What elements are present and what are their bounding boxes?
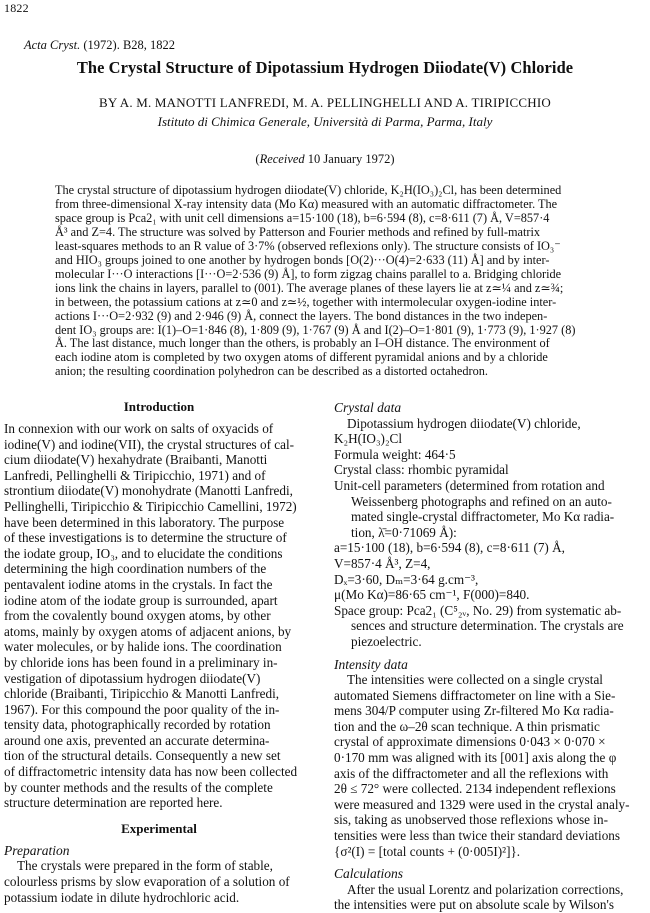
intensity-data-line: tensities were less than twice their standard deviations	[334, 828, 621, 844]
crystal-data-line: Formula weight: 464·5	[334, 446, 456, 462]
crystal-data-line: piezoelectric.	[351, 633, 422, 649]
introduction-line: determining the high coordination numbers of the	[4, 561, 267, 577]
introduction-line: chloride (Braibanti, Tiripicchio & Manotti Lanfredi,	[4, 686, 280, 702]
crystal-data-line: a=15·100 (18), b=6·594 (8), c=8·611 (7) Å,	[334, 540, 565, 556]
intensity-data-line: 2θ ≤ 72° were collected. 2134 independent reflexions	[334, 781, 616, 797]
experimental-heading: Experimental	[121, 820, 197, 836]
intensity-data-heading: Intensity data	[334, 656, 408, 672]
introduction-line: by chloride ions has been found in a preliminary in-	[4, 654, 278, 670]
crystal-data-line: Dipotassium hydrogen diiodate(V) chloride,	[347, 415, 581, 431]
author-list: BY A. M. MANOTTI LANFREDI, M. A. PELLINGHELLI AND A. TIRIPICCHIO	[99, 95, 551, 110]
crystal-data-line: tion, λ̄=0·71069 Å):	[351, 524, 457, 540]
abstract-line: and HIO₃ groups joined to one another by hydrogen bonds [O(2)···O(4)=2·633 (11) Å] and by inter-	[55, 252, 550, 267]
introduction-line: iodine atom of the iodate group is surrounded, apart	[4, 592, 278, 608]
calculations-line: the intensities were put on absolute scale by Wilson's	[334, 897, 614, 913]
abstract-line: ions link the chains in layers, parallel to (001). The average planes of these layers lie at z≃¼ and z≃¾;	[55, 280, 564, 295]
received-label: Received	[259, 152, 305, 166]
abstract	[55, 184, 609, 379]
preparation-heading: Preparation	[4, 842, 70, 858]
intensity-data-line: The intensities were collected on a single crystal	[347, 672, 603, 688]
abstract-line: from three-dimensional X-ray intensity data (Mo Kα) measured with an automatic diffractometer. The	[55, 196, 558, 211]
preparation-body	[4, 858, 314, 905]
intensity-data-line: automated Siemens diffractometer on line with a Sie-	[334, 687, 616, 703]
crystal-data-line: Crystal class: rhombic pyramidal	[334, 462, 509, 478]
crystal-data-line: sences and structure determination. The crystals are	[351, 618, 624, 634]
intensity-data-line: sis, taking as unobserved those reflexions whose in-	[334, 812, 608, 828]
journal-citation	[24, 38, 175, 53]
introduction-line: by counter methods and the results of the complete	[4, 779, 273, 795]
paper-title: The Crystal Structure of Dipotassium Hydrogen Diiodate(V) Chloride	[76, 58, 574, 77]
intensity-data-line: {σ²(I) = [total counts + (0·005I)²]}.	[334, 843, 521, 859]
introduction-line: around one axis, prevented an accurate determina-	[4, 732, 270, 748]
crystal-data-line: mated single-crystal diffractometer, Mo Kα radia-	[351, 509, 615, 525]
abstract-line: each iodine atom is completed by two oxygen atoms of different pyramidal anions and by a chloride	[55, 350, 548, 365]
abstract-line: dent IO₃ groups are: I(1)–O=1·846 (8), 1·809 (9), 1·767 (9) Å and I(2)–O=1·801 (9), 1·773 (9), 1·927 (8)	[55, 322, 576, 337]
introduction-line: tensity data, photographically recorded by rotation	[4, 717, 271, 733]
crystal-data-body	[334, 416, 646, 650]
introduction-line: In connexion with our work on salts of oxyacids of	[4, 421, 274, 436]
abstract-line: anion; the resulting coordination polyhedron can be described as a distorted octahedron.	[55, 364, 488, 379]
intensity-data-line: crystal of approximate dimensions 0·043 × 0·070 ×	[334, 734, 606, 750]
introduction-line: Pellinghelli, Tiripicchio & Tiripicchio Camellini, 1972)	[4, 498, 297, 514]
page-number: 1822	[4, 1, 29, 15]
intensity-data-line: axis of the diffractometer and all the reflexions with	[334, 765, 609, 781]
abstract-line: molecular I···O interactions [I···O=2·536 (9) Å], to form zigzag chains parallel to a. Bridging chloride	[55, 266, 562, 281]
intensity-data-line: tion and the ω–2θ scan technique. A thin prismatic	[334, 718, 600, 734]
abstract-line: space group is Pca2₁ with unit cell dimensions a=15·100 (18), b=6·594 (8), c=8·611 (7) Å, V=857·4	[55, 210, 550, 225]
abstract-line: The crystal structure of dipotassium hydrogen diiodate(V) chloride, K₂H(IO₃)₂Cl, has been determined	[55, 183, 562, 197]
abstract-line: actions I···O=2·932 (9) and 2·946 (9) Å, connect the layers. The bond distances in the two indepen-	[55, 308, 548, 323]
introduction-line: pentavalent iodine atoms in the crystals. In fact the	[4, 576, 273, 592]
right-column	[334, 400, 646, 913]
received-date: (Received 10 January 1972)	[255, 152, 395, 166]
introduction-line: strontium diiodate(V) monohydrate (Manotti Lanfredi,	[4, 483, 293, 499]
introduction-line: have been determined in this laboratory. The purpose	[4, 514, 285, 530]
intensity-data-body	[334, 672, 646, 859]
crystal-data-line: K₂H(IO₃)₂Cl	[334, 431, 402, 447]
introduction-line: 1967). For this compound the poor quality of the in-	[4, 701, 280, 717]
affiliation: Istituto di Chimica Generale, Università di Parma, Parma, Italy	[157, 114, 493, 129]
journal-name: Acta Cryst.	[24, 38, 81, 52]
introduction-body	[4, 421, 314, 811]
introduction-line: iodine(V) and iodine(VII), the crystal structures of cal-	[4, 436, 295, 452]
introduction-line: atoms, mainly by oxygen atoms of adjacent anions, by	[4, 623, 292, 639]
abstract-line: in between, the potassium cations at z≃0 and z≃½, together with intermolecular oxygen-iodine inter-	[55, 294, 557, 309]
calculations-heading: Calculations	[334, 866, 404, 882]
preparation-line: The crystals were prepared in the form of stable,	[17, 858, 273, 874]
introduction-line: from the covalently bound oxygen atoms, by other	[4, 608, 271, 624]
crystal-data-line: μ(Mo Kα)=86·65 cm⁻¹, F(000)=840.	[334, 587, 530, 603]
intensity-data-line: 0·170 mm was aligned with its [001] axis along the φ	[334, 750, 617, 766]
introduction-line: water molecules, or by halide ions. The coordination	[4, 639, 282, 655]
introduction-heading: Introduction	[123, 399, 195, 414]
introduction-line: the iodate group, IO₃, and to elucidate the conditions	[4, 545, 283, 561]
crystal-data-line: Space group: Pca2₁ (C⁵₂ᵥ, No. 29) from systematic ab-	[334, 602, 622, 618]
left-column	[4, 400, 314, 905]
crystal-data-heading: Crystal data	[334, 400, 402, 415]
abstract-line: Å. The last distance, much longer than the others, is probably an I–OH distance. The environment of	[55, 336, 550, 351]
introduction-line: vestigation of dipotassium hydrogen diiodate(V)	[4, 670, 261, 686]
introduction-line: Lanfredi, Pellinghelli & Tiripicchio, 1971) and of	[4, 467, 266, 483]
introduction-line: cium diiodate(V) hexahydrate (Braibanti, Manotti	[4, 452, 268, 468]
crystal-data-line: Weissenberg photographs and refined on an auto-	[351, 493, 612, 509]
abstract-line: Å³ and Z=4. The structure was solved by Patterson and Fourier methods and refined by full-matrix	[55, 224, 541, 239]
intensity-data-line: mens 304/P computer using Zr-filtered Mo Kα radia-	[334, 703, 614, 719]
citation-details: (1972). B28, 1822	[80, 38, 176, 52]
introduction-line: tion of the structural details. Consequently a new set	[4, 748, 281, 764]
received-date-value: 10 January 1972	[304, 152, 391, 166]
calculations-body	[334, 882, 646, 913]
crystal-data-line: V=857·4 Å³, Z=4,	[334, 555, 431, 571]
introduction-line: of diffractometric intensity data has now been collected	[4, 764, 298, 780]
intensity-data-line: were measured and 1329 were used in the crystal analy-	[334, 796, 630, 812]
preparation-line: colourless prisms by slow evaporation of a solution of	[4, 874, 290, 890]
crystal-data-line: Unit-cell parameters (determined from rotation and	[334, 477, 605, 493]
introduction-line: structure determination are reported here.	[4, 795, 223, 811]
introduction-line: of these investigations is to determine the structure of	[4, 530, 287, 546]
preparation-line: potassium iodate in dilute hydrochloric acid.	[4, 889, 240, 905]
abstract-line: least-squares methods to an R value of 3·7% (observed reflexions only). The structure consists of IO₃⁻	[55, 238, 561, 253]
calculations-line: After the usual Lorentz and polarization corrections,	[347, 881, 624, 897]
crystal-data-line: Dₓ=3·60, Dₘ=3·64 g.cm⁻³,	[334, 571, 479, 587]
